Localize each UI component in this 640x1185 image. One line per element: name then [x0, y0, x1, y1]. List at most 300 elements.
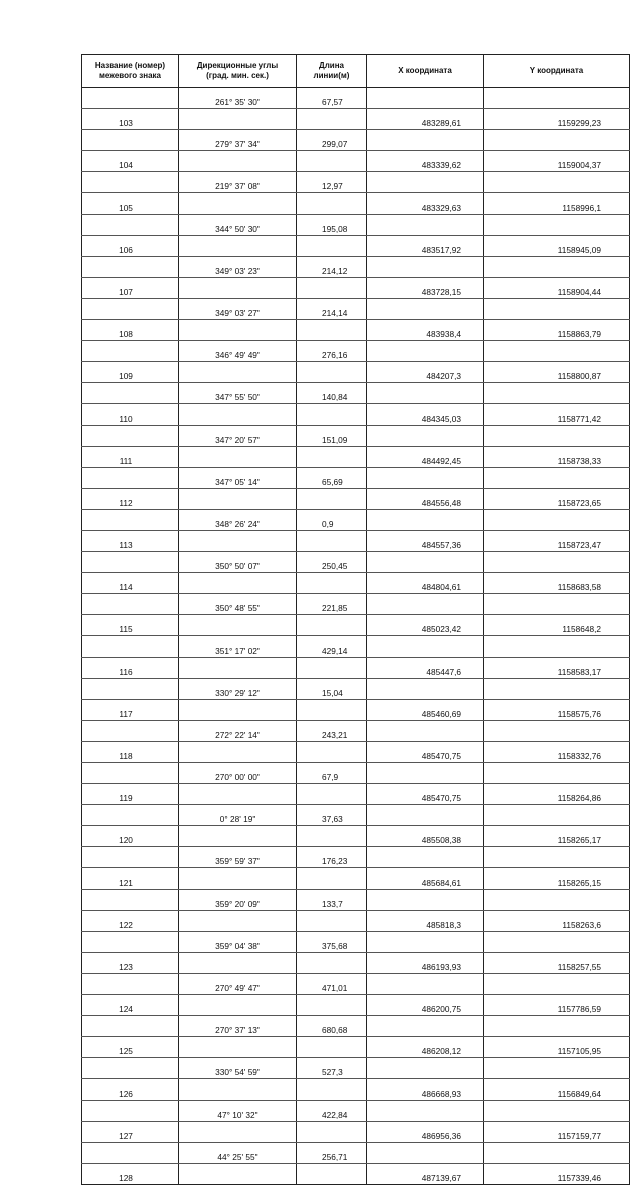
point-row — [82, 488, 630, 509]
line-length-cell: 15,04 — [297, 678, 367, 699]
direction-angle-cell — [179, 615, 297, 636]
direction-angle-cell — [179, 362, 297, 383]
point-name-cell: 110 — [82, 404, 179, 425]
y-coordinate-cell: 1156849,64 — [484, 1079, 630, 1100]
point-name-cell: 122 — [82, 910, 179, 931]
direction-angle-cell — [179, 404, 297, 425]
segment-row — [82, 425, 630, 446]
y-coordinate-cell — [484, 341, 630, 362]
y-coordinate-cell — [484, 172, 630, 193]
x-coordinate-cell — [367, 88, 484, 109]
line-length-cell: 214,12 — [297, 256, 367, 277]
point-name-cell — [82, 172, 179, 193]
x-coordinate-cell: 485818,3 — [367, 910, 484, 931]
x-coordinate-cell: 483938,4 — [367, 320, 484, 341]
segment-row — [82, 130, 630, 151]
point-name-cell: 123 — [82, 952, 179, 973]
line-length-cell: 140,84 — [297, 383, 367, 404]
segment-row — [82, 88, 630, 109]
direction-angle-cell: 359° 59' 37" — [179, 847, 297, 868]
line-length-cell — [297, 573, 367, 594]
direction-angle-cell: 350° 50' 07" — [179, 552, 297, 573]
x-coordinate-cell: 484556,48 — [367, 488, 484, 509]
y-coordinate-cell — [484, 847, 630, 868]
header-angle: Дирекционные углы (град. мин. сек.) — [179, 55, 297, 88]
y-coordinate-cell — [484, 1058, 630, 1079]
line-length-cell: 471,01 — [297, 973, 367, 994]
x-coordinate-cell — [367, 341, 484, 362]
point-name-cell: 106 — [82, 235, 179, 256]
point-name-cell — [82, 552, 179, 573]
point-row — [82, 1163, 630, 1184]
point-row — [82, 910, 630, 931]
x-coordinate-cell — [367, 130, 484, 151]
x-coordinate-cell — [367, 552, 484, 573]
point-name-cell: 128 — [82, 1163, 179, 1184]
boundary-coordinates-sheet — [81, 54, 629, 1185]
line-length-cell: 37,63 — [297, 805, 367, 826]
line-length-cell — [297, 868, 367, 889]
line-length-cell — [297, 277, 367, 298]
y-coordinate-cell — [484, 889, 630, 910]
line-length-cell: 299,07 — [297, 130, 367, 151]
point-name-cell — [82, 636, 179, 657]
y-coordinate-cell: 1158683,58 — [484, 573, 630, 594]
point-row — [82, 446, 630, 467]
y-coordinate-cell: 1158723,47 — [484, 530, 630, 551]
point-row — [82, 657, 630, 678]
line-length-cell — [297, 235, 367, 256]
y-coordinate-cell: 1158265,15 — [484, 868, 630, 889]
x-coordinate-cell: 485460,69 — [367, 699, 484, 720]
point-row — [82, 530, 630, 551]
x-coordinate-cell: 486193,93 — [367, 952, 484, 973]
point-row — [82, 362, 630, 383]
segment-row — [82, 889, 630, 910]
direction-angle-cell: 359° 20' 09" — [179, 889, 297, 910]
line-length-cell — [297, 109, 367, 130]
x-coordinate-cell: 484492,45 — [367, 446, 484, 467]
x-coordinate-cell: 485470,75 — [367, 741, 484, 762]
point-name-cell: 121 — [82, 868, 179, 889]
line-length-cell — [297, 320, 367, 341]
segment-row — [82, 594, 630, 615]
segment-row — [82, 1100, 630, 1121]
segment-row — [82, 720, 630, 741]
x-coordinate-cell — [367, 1142, 484, 1163]
point-row — [82, 741, 630, 762]
line-length-cell: 195,08 — [297, 214, 367, 235]
x-coordinate-cell — [367, 720, 484, 741]
y-coordinate-cell — [484, 763, 630, 784]
y-coordinate-cell: 1158648,2 — [484, 615, 630, 636]
direction-angle-cell: 279° 37' 34" — [179, 130, 297, 151]
y-coordinate-cell: 1158575,76 — [484, 699, 630, 720]
direction-angle-cell — [179, 530, 297, 551]
y-coordinate-cell — [484, 214, 630, 235]
line-length-cell — [297, 1079, 367, 1100]
x-coordinate-cell: 486208,12 — [367, 1037, 484, 1058]
point-name-cell: 113 — [82, 530, 179, 551]
direction-angle-cell: 0° 28' 19" — [179, 805, 297, 826]
line-length-cell — [297, 910, 367, 931]
point-name-cell: 108 — [82, 320, 179, 341]
direction-angle-cell — [179, 573, 297, 594]
line-length-cell — [297, 1121, 367, 1142]
point-name-cell — [82, 847, 179, 868]
line-length-cell: 375,68 — [297, 931, 367, 952]
line-length-cell: 422,84 — [297, 1100, 367, 1121]
direction-angle-cell — [179, 1163, 297, 1184]
line-length-cell: 176,23 — [297, 847, 367, 868]
y-coordinate-cell — [484, 636, 630, 657]
point-row — [82, 277, 630, 298]
line-length-cell — [297, 952, 367, 973]
y-coordinate-cell — [484, 1100, 630, 1121]
x-coordinate-cell — [367, 467, 484, 488]
direction-angle-cell — [179, 320, 297, 341]
segment-row — [82, 931, 630, 952]
x-coordinate-cell: 484345,03 — [367, 404, 484, 425]
point-name-cell: 119 — [82, 784, 179, 805]
y-coordinate-cell: 1158257,55 — [484, 952, 630, 973]
x-coordinate-cell: 487139,67 — [367, 1163, 484, 1184]
y-coordinate-cell: 1158771,42 — [484, 404, 630, 425]
line-length-cell — [297, 404, 367, 425]
y-coordinate-cell: 1158263,6 — [484, 910, 630, 931]
direction-angle-cell — [179, 1121, 297, 1142]
direction-angle-cell — [179, 741, 297, 762]
x-coordinate-cell — [367, 214, 484, 235]
x-coordinate-cell — [367, 425, 484, 446]
direction-angle-cell — [179, 868, 297, 889]
segment-row — [82, 973, 630, 994]
point-name-cell — [82, 1100, 179, 1121]
point-name-cell — [82, 720, 179, 741]
direction-angle-cell: 346° 49' 49" — [179, 341, 297, 362]
segment-row — [82, 552, 630, 573]
point-name-cell — [82, 214, 179, 235]
line-length-cell: 214,14 — [297, 298, 367, 319]
x-coordinate-cell — [367, 1058, 484, 1079]
direction-angle-cell — [179, 1037, 297, 1058]
point-row — [82, 784, 630, 805]
segment-row — [82, 467, 630, 488]
x-coordinate-cell: 485508,38 — [367, 826, 484, 847]
y-coordinate-cell — [484, 1016, 630, 1037]
direction-angle-cell: 270° 37' 13" — [179, 1016, 297, 1037]
point-name-cell — [82, 678, 179, 699]
segment-row — [82, 298, 630, 319]
x-coordinate-cell — [367, 805, 484, 826]
point-name-cell: 125 — [82, 1037, 179, 1058]
x-coordinate-cell: 484207,3 — [367, 362, 484, 383]
x-coordinate-cell: 486956,36 — [367, 1121, 484, 1142]
direction-angle-cell: 351° 17' 02" — [179, 636, 297, 657]
point-name-cell — [82, 88, 179, 109]
point-row — [82, 151, 630, 172]
y-coordinate-cell — [484, 678, 630, 699]
direction-angle-cell — [179, 446, 297, 467]
x-coordinate-cell: 486200,75 — [367, 995, 484, 1016]
y-coordinate-cell — [484, 130, 630, 151]
y-coordinate-cell — [484, 805, 630, 826]
point-name-cell: 116 — [82, 657, 179, 678]
x-coordinate-cell — [367, 172, 484, 193]
x-coordinate-cell: 485023,42 — [367, 615, 484, 636]
x-coordinate-cell — [367, 678, 484, 699]
x-coordinate-cell: 483329,63 — [367, 193, 484, 214]
segment-row — [82, 214, 630, 235]
header-y: Y координата — [484, 55, 630, 88]
point-name-cell — [82, 1016, 179, 1037]
x-coordinate-cell — [367, 256, 484, 277]
point-name-cell: 126 — [82, 1079, 179, 1100]
point-row — [82, 1121, 630, 1142]
line-length-cell: 12,97 — [297, 172, 367, 193]
y-coordinate-cell: 1158332,76 — [484, 741, 630, 762]
x-coordinate-cell — [367, 889, 484, 910]
direction-angle-cell: 330° 54' 59" — [179, 1058, 297, 1079]
y-coordinate-cell: 1158264,86 — [484, 784, 630, 805]
line-length-cell — [297, 657, 367, 678]
point-name-cell: 103 — [82, 109, 179, 130]
segment-row — [82, 847, 630, 868]
y-coordinate-cell: 1158723,65 — [484, 488, 630, 509]
line-length-cell — [297, 193, 367, 214]
x-coordinate-cell: 483728,15 — [367, 277, 484, 298]
x-coordinate-cell: 485684,61 — [367, 868, 484, 889]
y-coordinate-cell — [484, 509, 630, 530]
point-row — [82, 404, 630, 425]
x-coordinate-cell: 486668,93 — [367, 1079, 484, 1100]
direction-angle-cell: 348° 26' 24" — [179, 509, 297, 530]
x-coordinate-cell: 484557,36 — [367, 530, 484, 551]
line-length-cell: 151,09 — [297, 425, 367, 446]
point-name-cell: 120 — [82, 826, 179, 847]
direction-angle-cell: 270° 49' 47" — [179, 973, 297, 994]
y-coordinate-cell — [484, 383, 630, 404]
line-length-cell: 133,7 — [297, 889, 367, 910]
y-coordinate-cell — [484, 594, 630, 615]
segment-row — [82, 172, 630, 193]
header-name: Название (номер) межевого знака — [82, 55, 179, 88]
x-coordinate-cell: 485447,6 — [367, 657, 484, 678]
point-name-cell: 117 — [82, 699, 179, 720]
segment-row — [82, 1016, 630, 1037]
direction-angle-cell — [179, 699, 297, 720]
x-coordinate-cell — [367, 763, 484, 784]
line-length-cell — [297, 826, 367, 847]
line-length-cell: 276,16 — [297, 341, 367, 362]
point-name-cell: 105 — [82, 193, 179, 214]
y-coordinate-cell: 1157339,46 — [484, 1163, 630, 1184]
line-length-cell — [297, 362, 367, 383]
x-coordinate-cell — [367, 1100, 484, 1121]
x-coordinate-cell — [367, 509, 484, 530]
y-coordinate-cell: 1158996,1 — [484, 193, 630, 214]
point-row — [82, 826, 630, 847]
point-name-cell — [82, 889, 179, 910]
y-coordinate-cell: 1157159,77 — [484, 1121, 630, 1142]
y-coordinate-cell — [484, 720, 630, 741]
line-length-cell: 221,85 — [297, 594, 367, 615]
segment-row — [82, 805, 630, 826]
direction-angle-cell — [179, 1079, 297, 1100]
point-name-cell — [82, 509, 179, 530]
point-row — [82, 193, 630, 214]
direction-angle-cell: 349° 03' 27" — [179, 298, 297, 319]
point-name-cell — [82, 467, 179, 488]
header-length: Длина линии(м) — [297, 55, 367, 88]
direction-angle-cell — [179, 910, 297, 931]
y-coordinate-cell — [484, 88, 630, 109]
line-length-cell — [297, 784, 367, 805]
point-row — [82, 320, 630, 341]
y-coordinate-cell — [484, 973, 630, 994]
y-coordinate-cell — [484, 425, 630, 446]
point-row — [82, 995, 630, 1016]
y-coordinate-cell — [484, 298, 630, 319]
y-coordinate-cell: 1158800,87 — [484, 362, 630, 383]
y-coordinate-cell: 1158265,17 — [484, 826, 630, 847]
direction-angle-cell — [179, 488, 297, 509]
direction-angle-cell: 272° 22' 14" — [179, 720, 297, 741]
y-coordinate-cell: 1158904,44 — [484, 277, 630, 298]
line-length-cell: 243,21 — [297, 720, 367, 741]
point-name-cell — [82, 130, 179, 151]
direction-angle-cell: 347° 05' 14" — [179, 467, 297, 488]
direction-angle-cell — [179, 826, 297, 847]
point-name-cell — [82, 1142, 179, 1163]
y-coordinate-cell — [484, 1142, 630, 1163]
y-coordinate-cell: 1158738,33 — [484, 446, 630, 467]
line-length-cell — [297, 1163, 367, 1184]
point-name-cell — [82, 425, 179, 446]
line-length-cell: 65,69 — [297, 467, 367, 488]
point-name-cell — [82, 931, 179, 952]
point-name-cell — [82, 594, 179, 615]
direction-angle-cell — [179, 235, 297, 256]
segment-row — [82, 341, 630, 362]
line-length-cell: 429,14 — [297, 636, 367, 657]
point-row — [82, 868, 630, 889]
y-coordinate-cell — [484, 931, 630, 952]
point-row — [82, 699, 630, 720]
line-length-cell — [297, 1037, 367, 1058]
point-name-cell — [82, 298, 179, 319]
line-length-cell — [297, 530, 367, 551]
direction-angle-cell — [179, 109, 297, 130]
direction-angle-cell — [179, 952, 297, 973]
direction-angle-cell — [179, 151, 297, 172]
header-x: X координата — [367, 55, 484, 88]
x-coordinate-cell — [367, 1016, 484, 1037]
line-length-cell: 680,68 — [297, 1016, 367, 1037]
x-coordinate-cell — [367, 383, 484, 404]
x-coordinate-cell — [367, 594, 484, 615]
direction-angle-cell: 350° 48' 55" — [179, 594, 297, 615]
line-length-cell — [297, 488, 367, 509]
direction-angle-cell: 344° 50' 30" — [179, 214, 297, 235]
point-name-cell: 124 — [82, 995, 179, 1016]
y-coordinate-cell: 1159299,23 — [484, 109, 630, 130]
table-header-row — [82, 55, 630, 88]
y-coordinate-cell: 1158863,79 — [484, 320, 630, 341]
x-coordinate-cell — [367, 931, 484, 952]
direction-angle-cell: 219° 37' 08" — [179, 172, 297, 193]
y-coordinate-cell — [484, 552, 630, 573]
point-name-cell: 112 — [82, 488, 179, 509]
point-row — [82, 109, 630, 130]
direction-angle-cell: 270° 00' 00" — [179, 763, 297, 784]
y-coordinate-cell: 1158945,09 — [484, 235, 630, 256]
coordinates-table — [81, 54, 630, 1185]
point-row — [82, 235, 630, 256]
y-coordinate-cell: 1158583,17 — [484, 657, 630, 678]
point-name-cell — [82, 1058, 179, 1079]
y-coordinate-cell: 1157105,95 — [484, 1037, 630, 1058]
direction-angle-cell: 330° 29' 12" — [179, 678, 297, 699]
point-name-cell — [82, 805, 179, 826]
point-name-cell: 127 — [82, 1121, 179, 1142]
y-coordinate-cell — [484, 467, 630, 488]
segment-row — [82, 1142, 630, 1163]
point-row — [82, 952, 630, 973]
direction-angle-cell: 359° 04' 38" — [179, 931, 297, 952]
point-row — [82, 1079, 630, 1100]
direction-angle-cell: 47° 10' 32" — [179, 1100, 297, 1121]
line-length-cell: 0,9 — [297, 509, 367, 530]
segment-row — [82, 383, 630, 404]
segment-row — [82, 763, 630, 784]
x-coordinate-cell: 483289,61 — [367, 109, 484, 130]
line-length-cell — [297, 615, 367, 636]
point-row — [82, 615, 630, 636]
x-coordinate-cell: 483517,92 — [367, 235, 484, 256]
x-coordinate-cell: 485470,75 — [367, 784, 484, 805]
point-name-cell — [82, 256, 179, 277]
point-name-cell — [82, 341, 179, 362]
direction-angle-cell: 347° 55' 50" — [179, 383, 297, 404]
segment-row — [82, 509, 630, 530]
y-coordinate-cell — [484, 256, 630, 277]
point-row — [82, 573, 630, 594]
line-length-cell — [297, 151, 367, 172]
point-name-cell: 107 — [82, 277, 179, 298]
x-coordinate-cell — [367, 847, 484, 868]
point-name-cell — [82, 383, 179, 404]
point-row — [82, 1037, 630, 1058]
line-length-cell: 527,3 — [297, 1058, 367, 1079]
direction-angle-cell — [179, 995, 297, 1016]
x-coordinate-cell — [367, 636, 484, 657]
point-name-cell: 111 — [82, 446, 179, 467]
point-name-cell — [82, 763, 179, 784]
direction-angle-cell — [179, 193, 297, 214]
direction-angle-cell — [179, 784, 297, 805]
point-name-cell: 115 — [82, 615, 179, 636]
y-coordinate-cell: 1157786,59 — [484, 995, 630, 1016]
line-length-cell: 256,71 — [297, 1142, 367, 1163]
direction-angle-cell: 349° 03' 23" — [179, 256, 297, 277]
direction-angle-cell: 347° 20' 57" — [179, 425, 297, 446]
point-name-cell: 104 — [82, 151, 179, 172]
point-name-cell: 114 — [82, 573, 179, 594]
x-coordinate-cell: 483339,62 — [367, 151, 484, 172]
segment-row — [82, 1058, 630, 1079]
line-length-cell — [297, 995, 367, 1016]
